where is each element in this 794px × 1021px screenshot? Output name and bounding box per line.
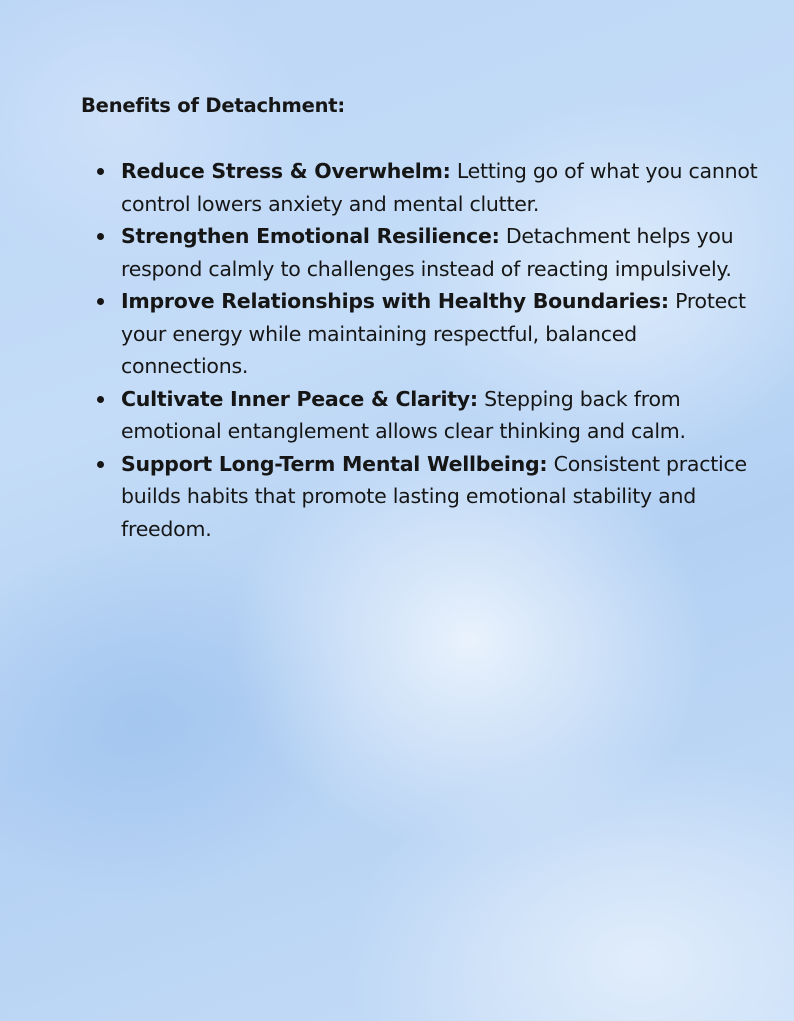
benefit-title: Support Long-Term Mental Wellbeing: [121,451,548,476]
bullet-icon [97,168,104,175]
list-item [121,155,761,220]
page-heading: Benefits of Detachment: [81,94,346,117]
benefit-description: Stepping back from emotional entanglement allows clear thinking and calm. [121,386,686,443]
bullet-icon [97,461,104,468]
list-item [121,383,761,448]
benefits-list [121,155,761,545]
bullet-icon [97,233,104,240]
list-item [121,285,761,383]
benefit-description: Consistent practice builds habits that promote lasting emotional stability and freedom. [121,451,747,541]
benefit-title: Cultivate Inner Peace & Clarity: [121,386,478,411]
list-item [121,448,761,546]
bullet-icon [97,298,104,305]
benefit-title: Reduce Stress & Overwhelm: [121,159,451,183]
benefit-description: Letting go of what you cannot control lowers anxiety and mental clutter. [121,159,758,216]
benefit-description: Detachment helps you respond calmly to challenges instead of reacting impulsively. [121,224,734,281]
benefit-description: Protect your energy while maintaining respectful, balanced connections. [121,289,746,378]
benefit-title: Improve Relationships with Healthy Boundaries: [121,289,669,313]
bullet-icon [97,396,104,403]
benefit-title: Strengthen Emotional Resilience: [121,224,500,248]
list-item [121,220,761,285]
